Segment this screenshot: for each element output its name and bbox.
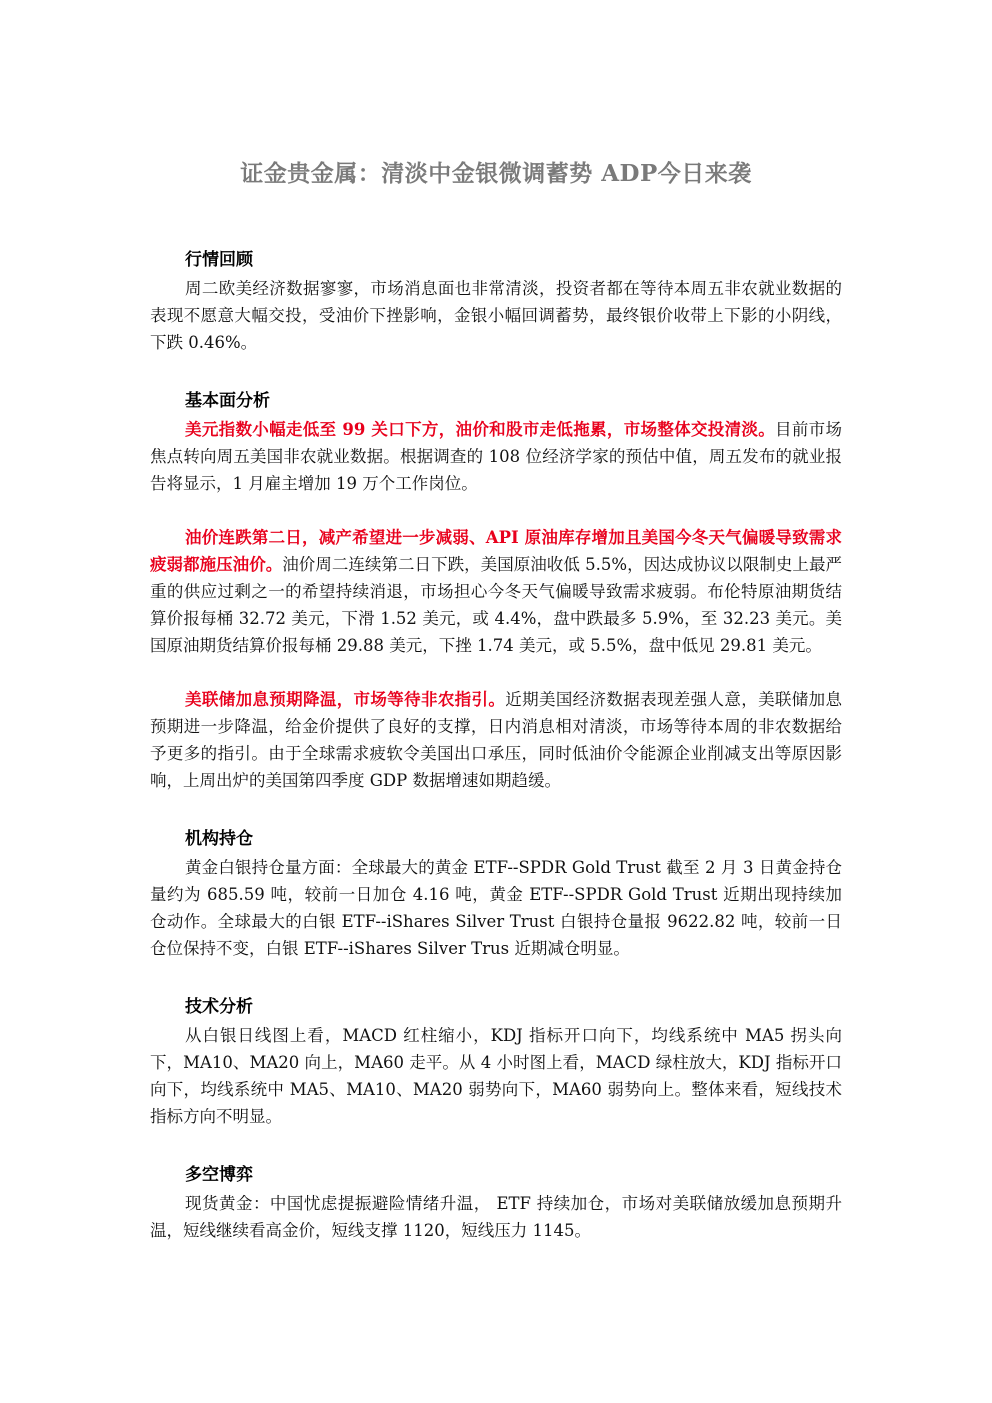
text-dollar-index: 目前市场焦点转向周五美国非农就业数据。根据调查的 108 位经济学家的预估中值，周五发布的就业报告将显示，1 月雇主增加 19 万个工作岗位。 — [150, 420, 842, 493]
text-fed-rate: 近期美国经济数据表现差强人意，美联储加息预期进一步降温，给金价提供了良好的支撑，日内消息相对清淡，市场等待本周的非农数据给予更多的指引。由于全球需求疲软令美国出口承压，同时低油价令能源企业削减支出等原因影响，上周出炉的美国第四季度 GDP 数据增速如期趋缓。 — [150, 690, 843, 790]
paragraph-fundamentals-oil — [150, 524, 842, 659]
section-technical-analysis — [150, 993, 842, 1130]
highlight-dollar-index: 美元指数小幅走低至 99 关口下方，油价和股市走低拖累，市场整体交投清淡。 — [185, 420, 776, 439]
section-market-review — [150, 246, 842, 356]
paragraph-fundamentals-dollar — [150, 416, 842, 497]
highlight-fed-rate: 美联储加息预期降温，市场等待非农指引。 — [185, 690, 506, 709]
paragraph-market-review: 周二欧美经济数据寥寥，市场消息面也非常清淡，投资者都在等待本周五非农就业数据的表现不愿意大幅交投，受油价下挫影响，金银小幅回调蓄势，最终银价收带上下影的小阴线，下跌 0.46%。 — [150, 279, 842, 352]
section-heading-positions: 机构持仓 — [185, 829, 253, 849]
paragraph-outlook: 现货黄金：中国忧虑提振避险情绪升温， ETF 持续加仓，市场对美联储放缓加息预期升温，短线继续看高金价，短线支撑 1120，短线压力 1145。 — [150, 1194, 842, 1240]
text-oil-price: 油价周二连续第二日下跌，美国原油收低 5.5%，因达成协议以限制史上最严重的供应过剩之一的希望持续消退，市场担心今冬天气偏暖导致需求疲弱。布伦特原油期货结算价报每桶 32.72 美元，下滑 1.52 美元，或 4.4%，盘中跌最多 5.9%，至 32.23 美元。美国原油期货结算价报每桶 29.88 美元，下挫 1.74 美元，或 5.5%，盘中低见 29.81 美元。 — [150, 555, 842, 655]
document-title: 证金贵金属：清淡中金银微调蓄势 ADP今日来袭 — [240, 160, 752, 187]
paragraph-positions: 黄金白银持仓量方面：全球最大的黄金 ETF--SPDR Gold Trust 截至 2 月 3 日黄金持仓量约为 685.59 吨，较前一日加仓 4.16 吨，黄金 ETF--SPDR Gold Trust 近期出现持续加仓动作。全球最大的白银 ETF--iShares Silver Trust 白银持仓量报 9622.82 吨，较前一日仓位保持不变，白银 ETF--iShares Silver Trus 近期减仓明显。 — [150, 858, 842, 958]
paragraph-technical: 从白银日线图上看，MACD 红柱缩小，KDJ 指标开口向下，均线系统中 MA5 拐头向下，MA10、MA20 向上，MA60 走平。从 4 小时图上看，MACD 绿柱放大，KDJ 指标开口向下，均线系统中 MA5、MA10、MA20 弱势向下，MA60 弱势向上。整体来看，短线技术指标方向不明显。 — [150, 1026, 842, 1126]
document-body — [150, 246, 842, 1244]
highlight-oil-price: 油价连跌第二日，减产希望进一步减弱、API 原油库存增加且美国今冬天气偏暖导致需求疲弱都施压油价。 — [150, 528, 842, 574]
section-heading-market-review: 行情回顾 — [185, 250, 253, 270]
section-fundamentals — [150, 387, 842, 794]
paragraph-fundamentals-fed — [150, 686, 842, 794]
section-heading-fundamentals: 基本面分析 — [185, 391, 270, 411]
section-heading-technical: 技术分析 — [185, 997, 253, 1017]
section-institutional-positions — [150, 825, 842, 962]
section-heading-outlook: 多空博弈 — [185, 1165, 253, 1185]
section-outlook — [150, 1161, 842, 1244]
